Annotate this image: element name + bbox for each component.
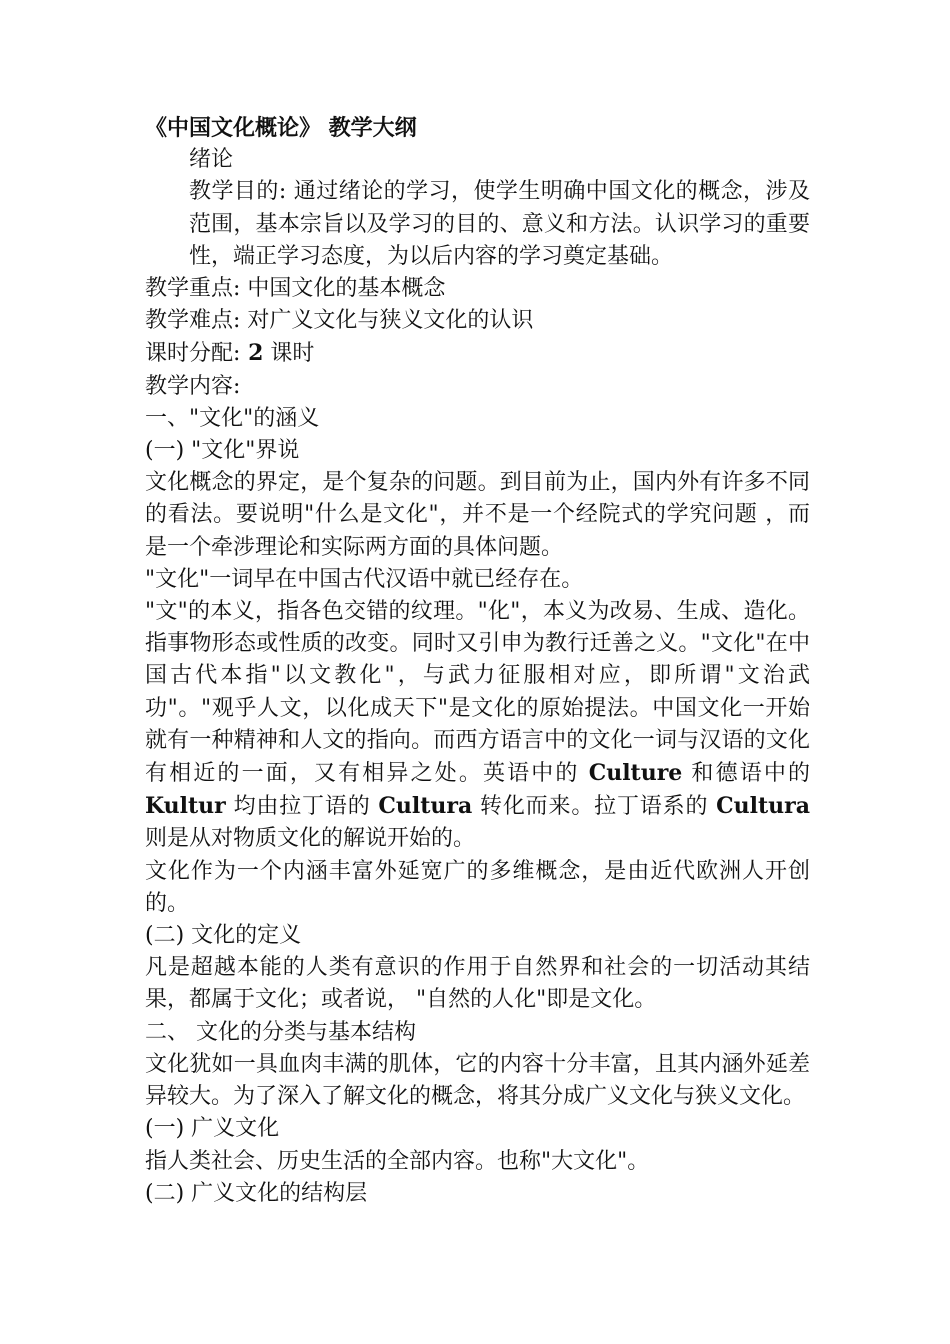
teaching-difficulty (145, 305, 810, 337)
class-hours (145, 337, 810, 370)
term-kultur: Kultur (145, 793, 226, 820)
document-title: 《中国文化概论》 教学大纲 (145, 115, 417, 141)
subheading-culture-definition-scope: (一) "文化"界说 (145, 438, 300, 464)
objective-label: 教学目的: (189, 179, 287, 205)
hours-label: 课时分配: (145, 341, 241, 367)
etymology-text-e: 则是从对物质文化的解说开始的。 (145, 826, 476, 852)
etymology-text-d: 转化而来。拉丁语系的 (472, 794, 717, 820)
subheading-culture-definition: (二) 文化的定义 (145, 923, 302, 949)
teaching-objective (145, 176, 810, 273)
heading-classification-structure: 二、 文化的分类与基本结构 (145, 1019, 416, 1045)
subheading-broad-culture-structure: (二) 广义文化的结构层 (145, 1180, 368, 1206)
focus-label: 教学重点: (145, 276, 241, 302)
focus-text: 中国文化的基本概念 (240, 276, 446, 302)
objective-text: 通过绪论的学习，使学生明确中国文化的概念，涉及范围，基本宗旨以及学习的目的、意义和方法。认识学习的重要性，端正学习态度，为以后内容的学习奠定基础。 (189, 179, 810, 269)
term-culture: Culture (588, 760, 683, 787)
paragraph-classification: 文化犹如一具血肉丰满的肌体，它的内容十分丰富，且其内涵外延差异较大。为了深入了解文化的概念，将其分成广义文化与狭义文化。 (145, 1051, 810, 1110)
paragraph-etymology (145, 596, 810, 856)
content-label: 教学内容: (145, 373, 241, 399)
term-cultura: Cultura (378, 793, 473, 820)
document-page (145, 112, 810, 1210)
paragraph-broad-culture: 指人类社会、历史生活的全部内容。也称"大文化"。 (145, 1148, 650, 1174)
etymology-text-c: 均由拉丁语的 (225, 794, 379, 820)
paragraph-definition: 凡是超越本能的人类有意识的作用于自然界和社会的一切活动其结果，都属于文化；或者说， "自然的人化"即是文化。 (145, 955, 810, 1013)
difficulty-label: 教学难点: (145, 308, 241, 334)
paragraph-ancient-usage: "文化"一词早在中国古代汉语中就已经存在。 (145, 566, 584, 592)
section-heading: 绪论 (189, 147, 234, 173)
term-cultura: Cultura (716, 793, 810, 820)
etymology-text-a: "文"的本义，指各色交错的纹理。"化"，本义为改易、生成、造化。指事物形态或性质的改变。同时又引申为教行迁善之义。"文化"在中国古代本指"以文教化"，与武力征服相对应，即所谓"文治武功"。"观乎人文，以化成天下"是文化的原始提法。中国文化一开始就有一种精神和人文的指向。而西方语言中的文化一词与汉语的文化有相近的一面，又有相异之处。英语中的 (145, 599, 810, 787)
difficulty-text: 对广义文化与狭义文化的认识 (240, 308, 534, 334)
hours-number: 2 (240, 340, 264, 367)
heading-culture-meaning: 一、"文化"的涵义 (145, 405, 320, 431)
paragraph-multidimensional-concept: 文化作为一个内涵丰富外延宽广的多维概念，是由近代欧洲人开创的。 (145, 858, 810, 916)
teaching-focus (145, 273, 810, 305)
hours-unit: 课时 (263, 341, 315, 367)
etymology-text-b: 和德语中的 (682, 761, 810, 787)
paragraph-definition-problem: 文化概念的界定，是个复杂的问题。到目前为止，国内外有许多不同的看法。要说明"什么是文化"，并不是一个经院式的学究问题 ，而是一个牵涉理论和实际两方面的具体问题。 (145, 470, 810, 560)
subheading-broad-culture: (一) 广义文化 (145, 1116, 280, 1142)
